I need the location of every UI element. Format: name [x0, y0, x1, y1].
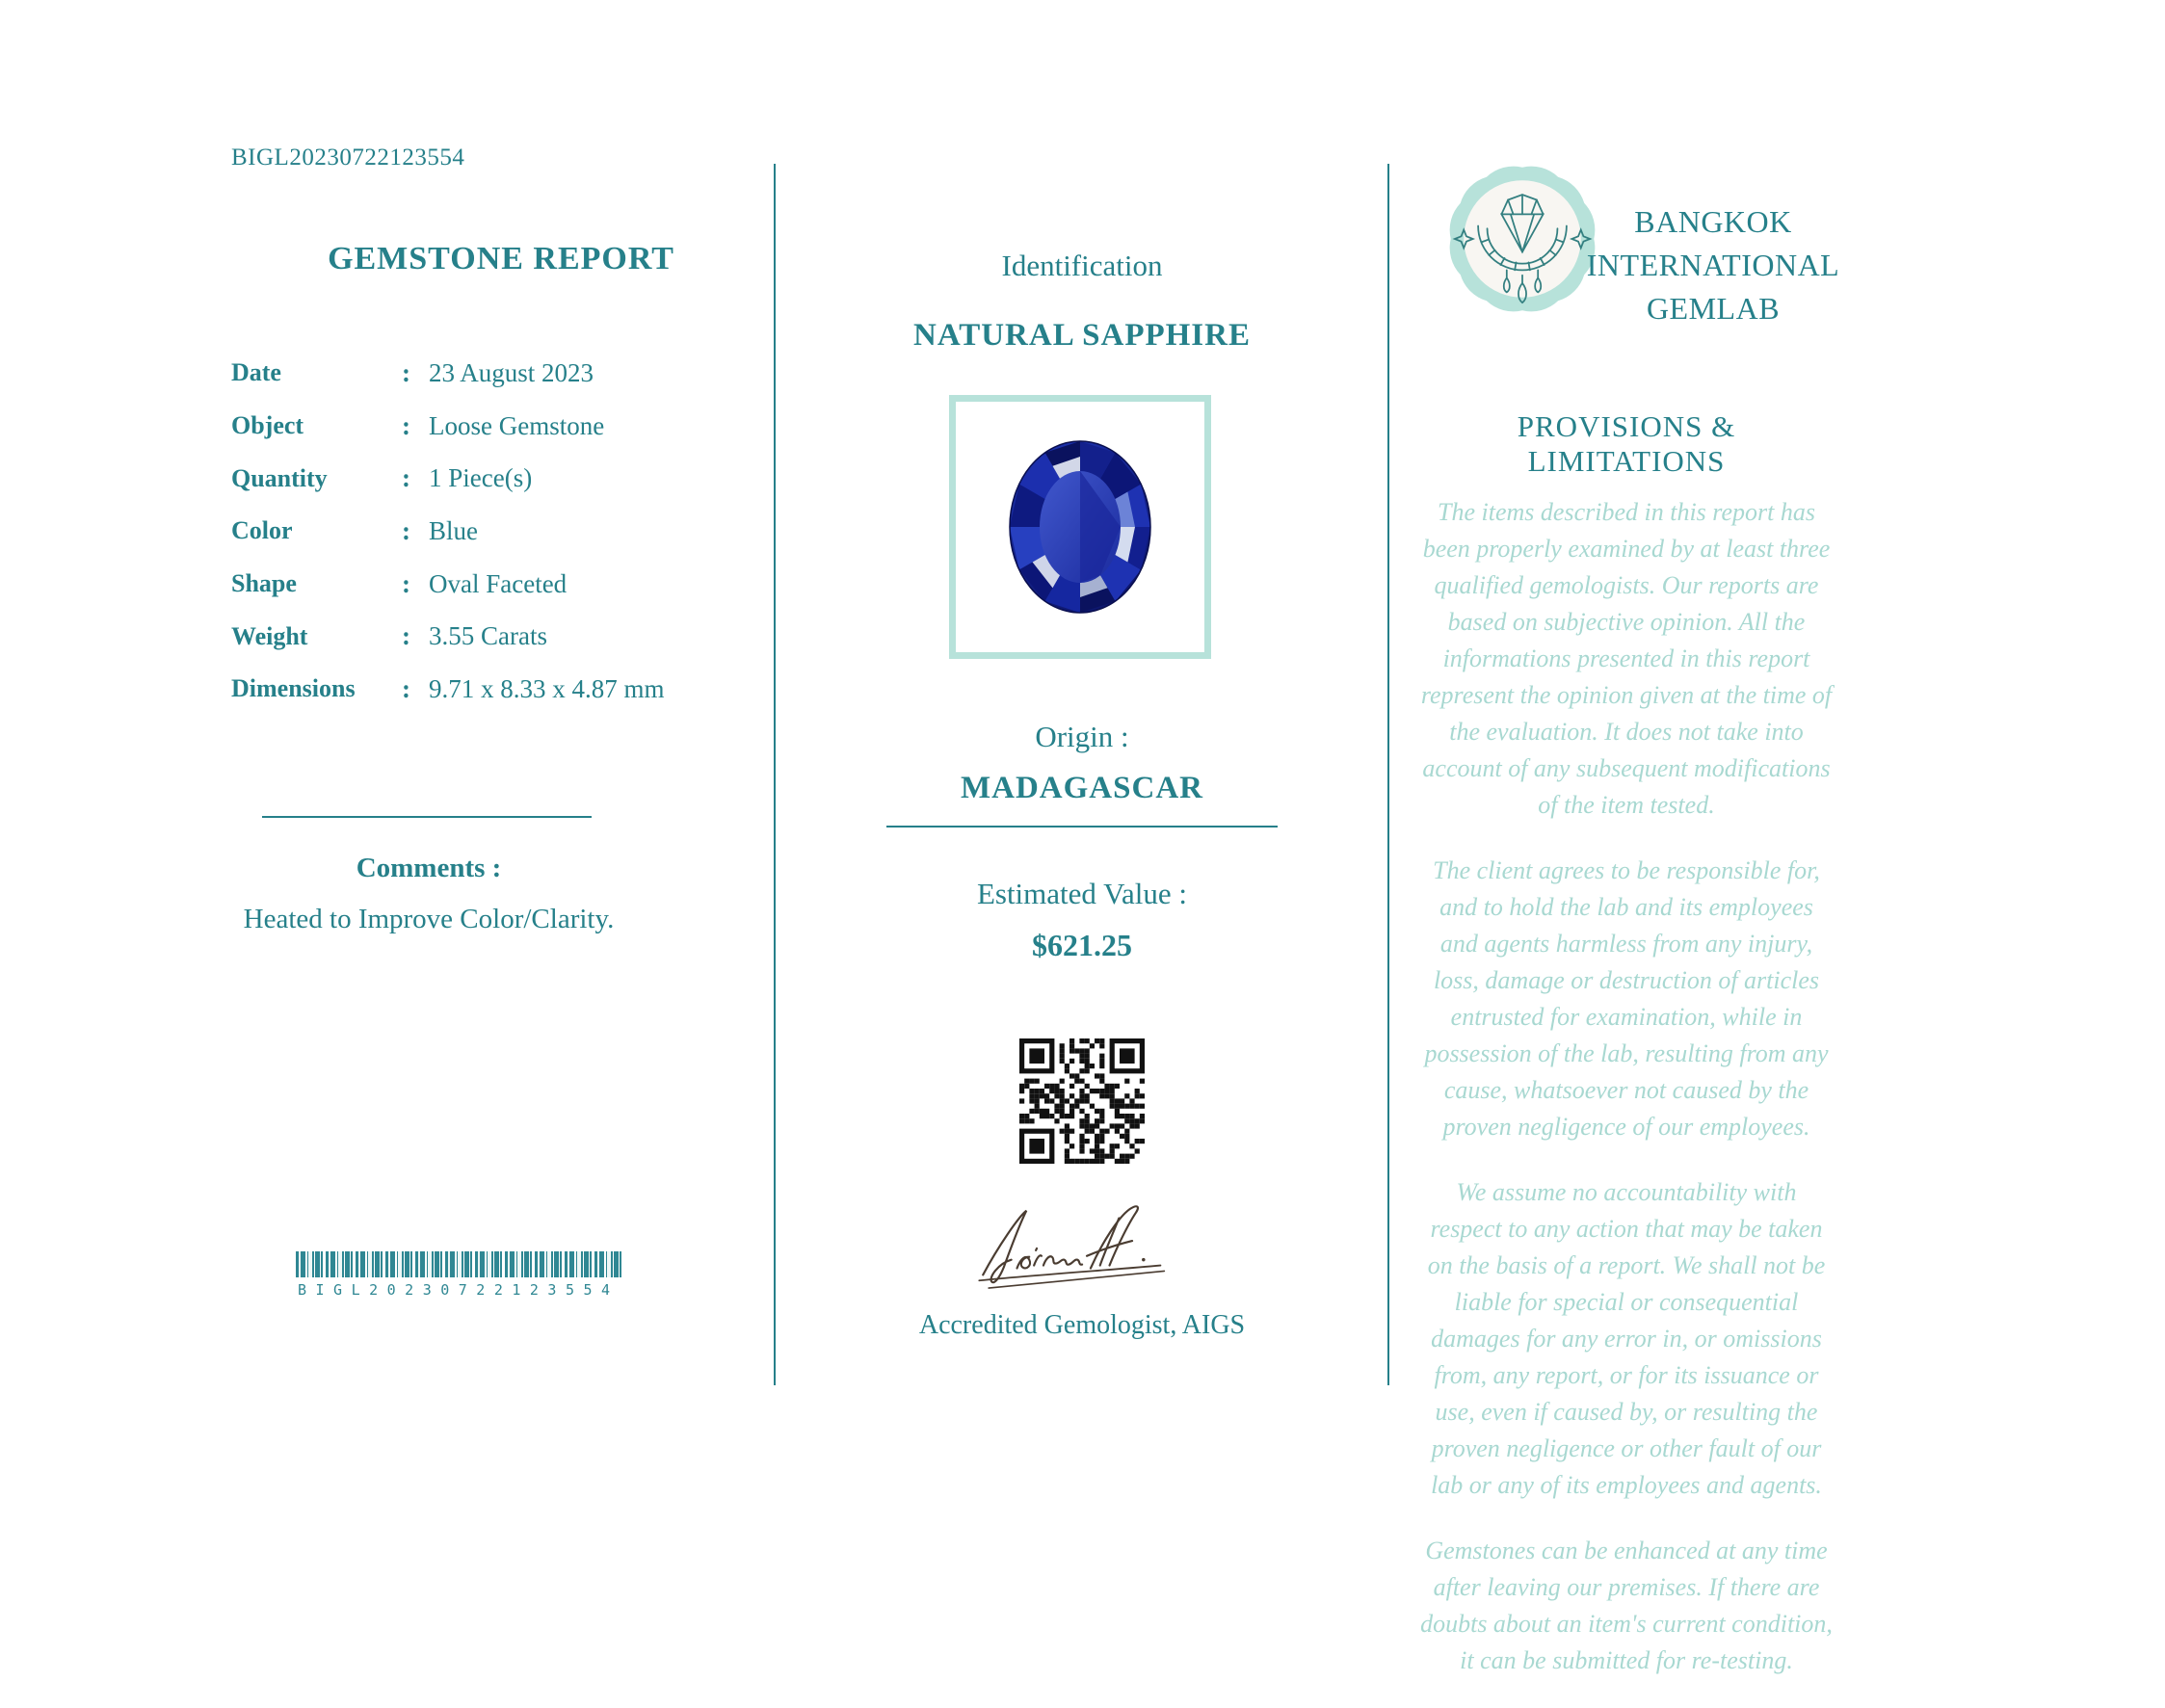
field-separator: :	[402, 568, 410, 598]
provisions-paragraphs	[1419, 494, 1834, 1708]
field-separator: :	[402, 515, 410, 545]
comments-divider	[262, 816, 592, 818]
field-label: Dimensions	[231, 674, 356, 703]
report-fields	[231, 347, 684, 716]
field-label: Shape	[231, 569, 297, 598]
report-field-row	[231, 452, 684, 505]
signer-title: Accredited Gemologist, AIGS	[918, 1310, 1246, 1340]
barcode-text: BIGL20230722123554	[298, 1281, 620, 1299]
field-separator: :	[402, 673, 410, 703]
divider-left	[774, 164, 776, 1385]
gemologist-signature	[966, 1197, 1209, 1292]
origin-label: Origin :	[1035, 720, 1129, 753]
field-value: Blue	[429, 515, 478, 545]
field-value: 1 Piece(s)	[429, 463, 533, 493]
field-separator: :	[402, 410, 410, 440]
provisions-paragraph: We assume no accountability with respect to any action that may be taken on the basis of a report. We shall not be liable for special or consequential damages for any error in, or omissions from, any report, or for its issuance or use, even if caused by, or resulting the proven negligence or other fault of our lab or any of its employees and agents.	[1427, 1178, 1826, 1499]
field-value: 23 August 2023	[429, 357, 594, 387]
lab-name-line: GEMLAB	[1646, 291, 1781, 326]
report-number: BIGL20230722123554	[231, 145, 465, 171]
field-label: Object	[231, 411, 304, 440]
identification-result: NATURAL SAPPHIRE	[912, 318, 1251, 353]
estimated-value-label: Estimated Value :	[976, 877, 1188, 910]
field-label: Weight	[231, 621, 308, 650]
report-field-row	[231, 558, 684, 611]
gem-photo-frame	[949, 395, 1211, 659]
field-label: Date	[231, 358, 281, 387]
identification-heading: Identification	[1001, 249, 1163, 282]
value-divider	[886, 826, 1278, 828]
report-field-row	[231, 610, 684, 663]
report-field-row	[231, 663, 684, 716]
field-separator: :	[402, 463, 410, 493]
report-title: GEMSTONE REPORT	[328, 241, 674, 276]
lab-name-line: BANGKOK	[1634, 204, 1792, 239]
field-separator: :	[402, 621, 410, 651]
lab-name-line: INTERNATIONAL	[1586, 248, 1840, 282]
field-value: Loose Gemstone	[429, 410, 605, 440]
qr-code	[1019, 1038, 1145, 1164]
report-field-row	[231, 347, 684, 400]
field-label: Color	[231, 516, 293, 545]
report-field-row	[231, 505, 684, 558]
provisions-paragraph: The items described in this report has been properly examined by at least three qualified gemologists. Our reports are based on subjective opinion. All the informations presented in this report represent the opinion given at the time of the evaluation. It does not take into account of any subsequent modifications of the item tested.	[1420, 498, 1833, 819]
estimated-value: $621.25	[1032, 928, 1132, 962]
barcode	[296, 1251, 624, 1277]
provisions-paragraph: Gemstones can be enhanced at any time after leaving our premises. If there are doubts about an item's current condition, it can be submitted for re-testing.	[1420, 1537, 1833, 1674]
field-value: 9.71 x 8.33 x 4.87 mm	[429, 673, 665, 703]
field-value: 3.55 Carats	[429, 621, 547, 651]
origin-value: MADAGASCAR	[961, 771, 1203, 805]
sapphire-gem-image	[1008, 439, 1152, 615]
report-field-row	[231, 400, 684, 453]
divider-right	[1387, 164, 1389, 1385]
field-label: Quantity	[231, 463, 328, 492]
comments-text: Heated to Improve Color/Clarity.	[243, 904, 615, 934]
field-value: Oval Faceted	[429, 568, 568, 598]
field-separator: :	[402, 357, 410, 387]
provisions-heading: PROVISIONS & LIMITATIONS	[1517, 409, 1736, 478]
comments-label: Comments :	[356, 853, 502, 883]
lab-name	[1569, 200, 1858, 330]
provisions-paragraph: The client agrees to be responsible for, and to hold the lab and its employees and agents harmless from any injury, loss, damage or destruction of articles entrusted for examination, while in possession of the lab, resulting from any cause, whatsoever not caused by the proven negligence of our employees.	[1424, 856, 1829, 1141]
